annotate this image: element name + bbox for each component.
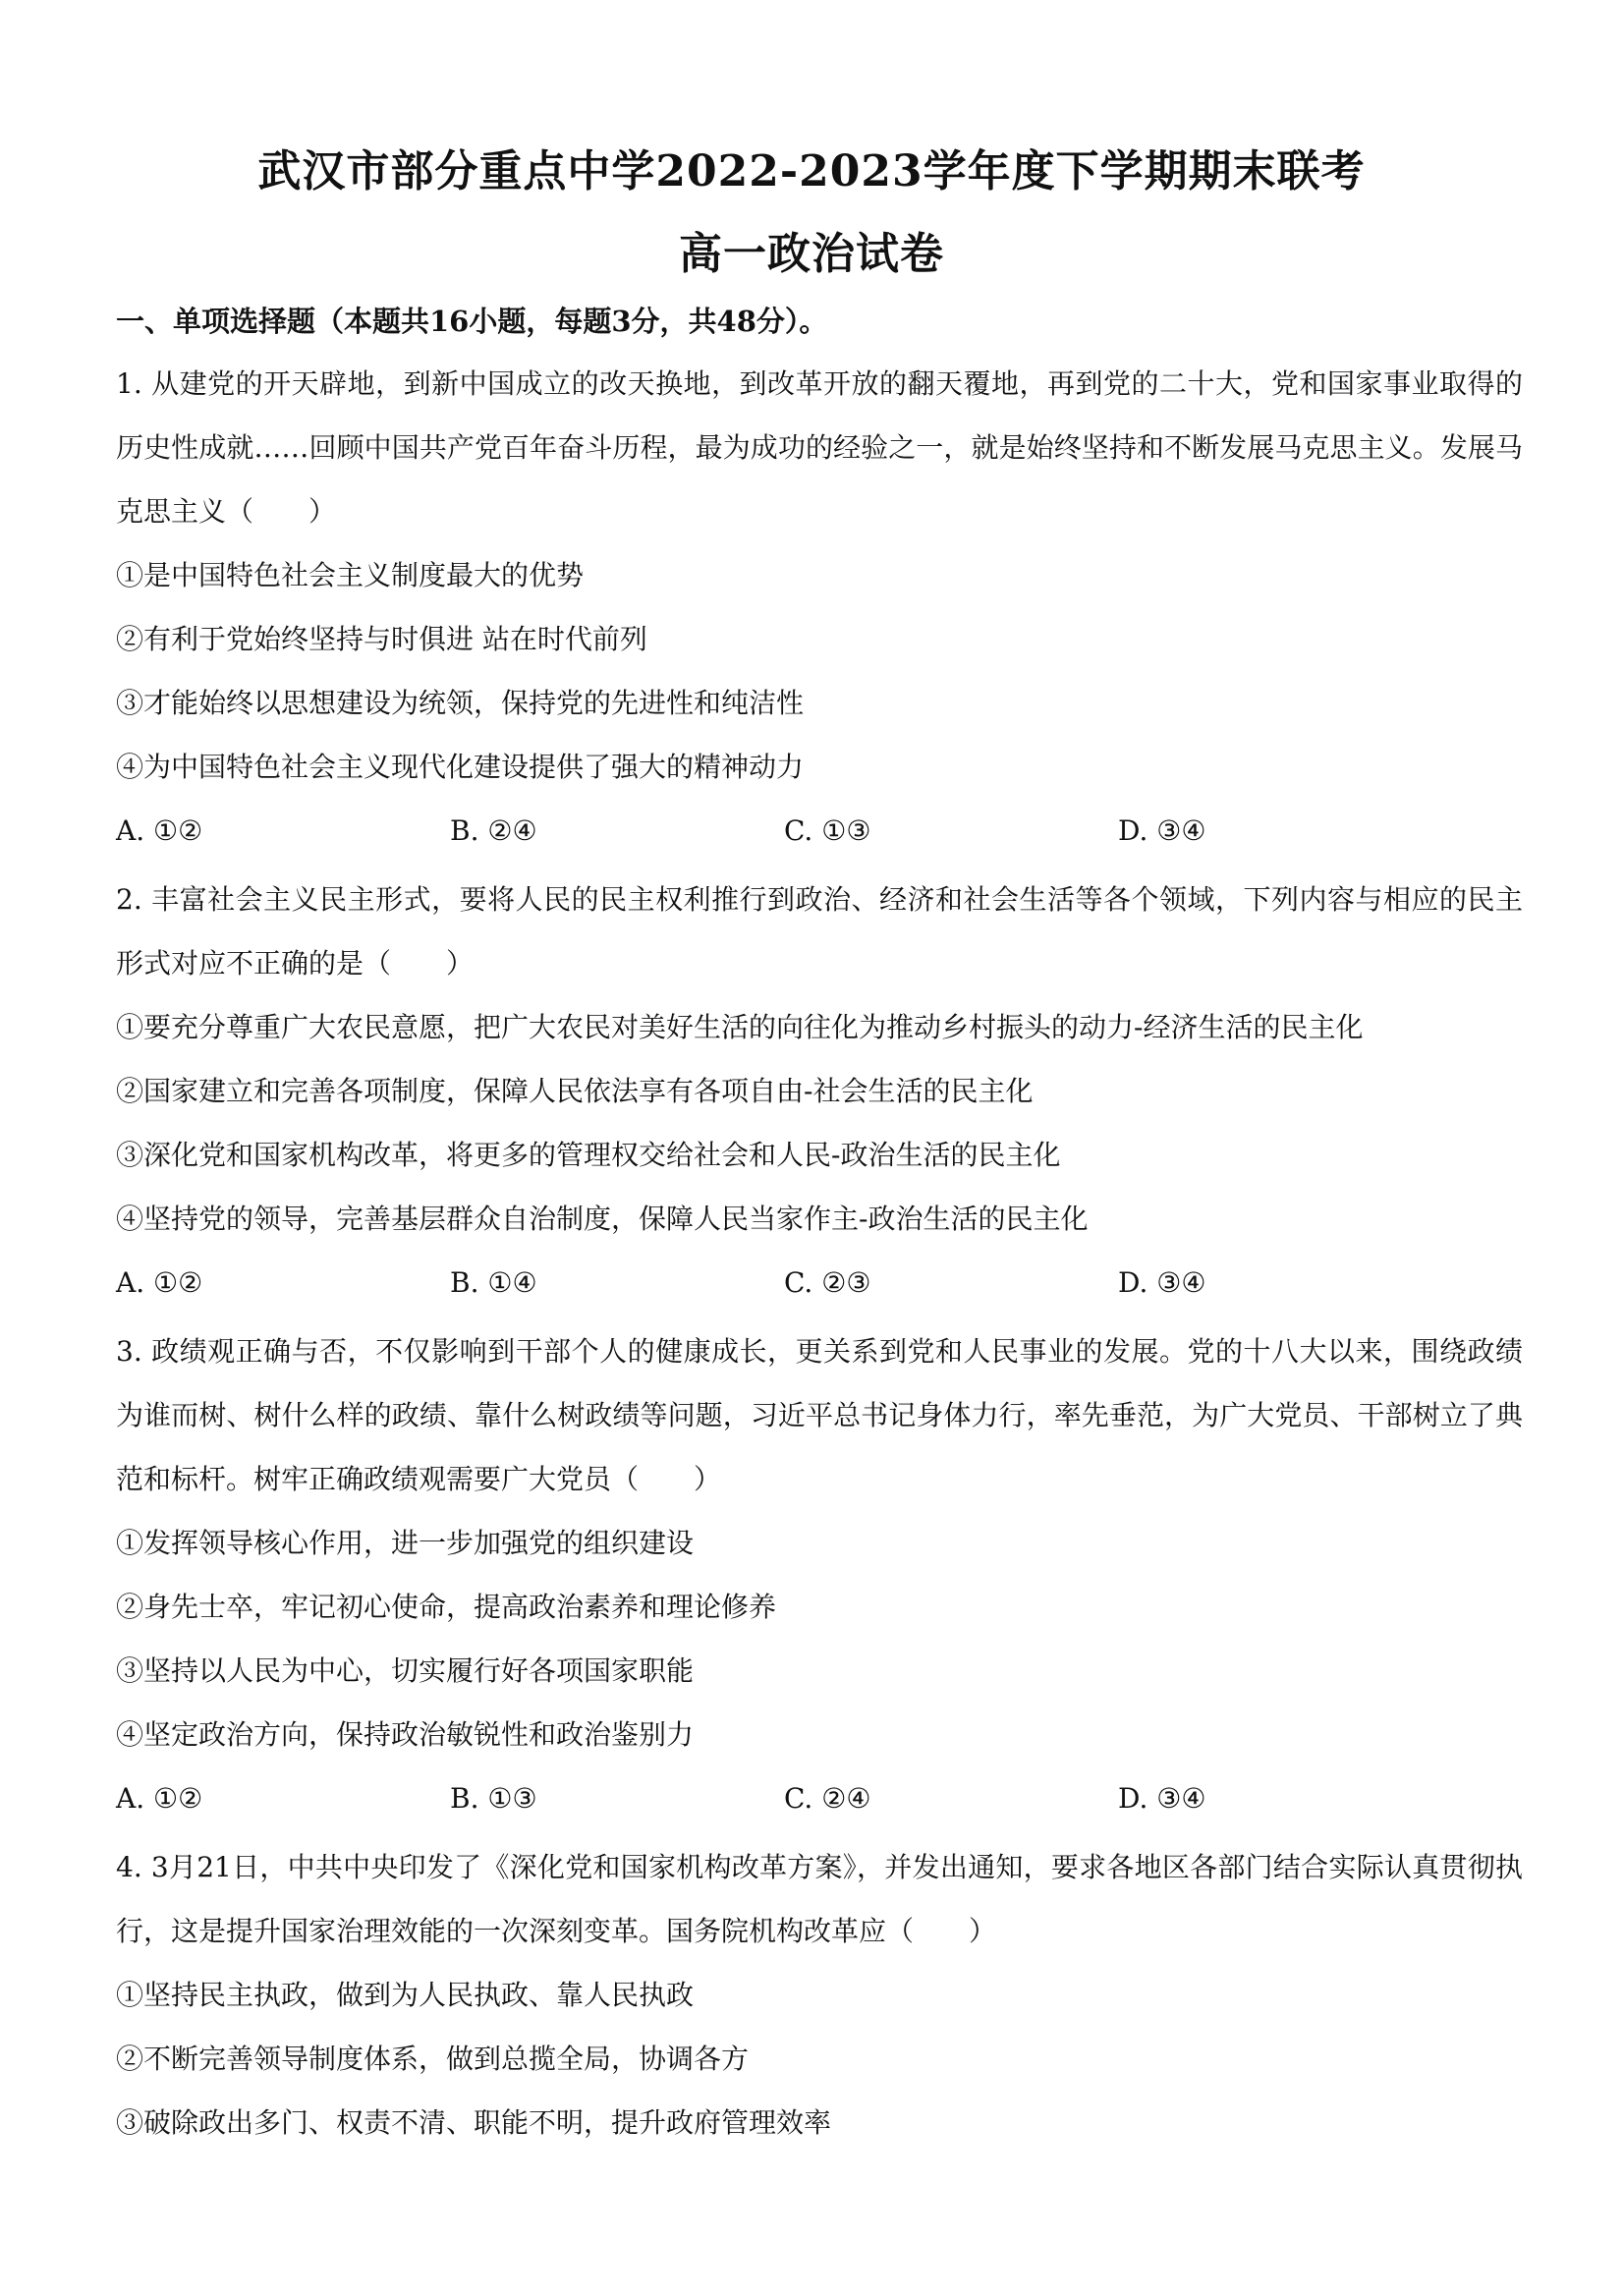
section-heading: 一、单项选择题（本题共16小题，每题3分，共48分）。 [116, 305, 828, 338]
statement-option: ③深化党和国家机构改革，将更多的管理权交给社会和人民-政治生活的民主化 [116, 1139, 1061, 1171]
question-stem: 4. 3月21日，中共中央印发了《深化党和国家机构改革方案》，并发出通知，要求各地区各部门结合实际认真贯彻执行，这是提升国家治理效能的一次深刻变革。国务院机构改革应（ ） [116, 1851, 1523, 1947]
question-1 [116, 352, 1523, 863]
statement-option: ④坚定政治方向，保持政治敏锐性和政治鉴别力 [116, 1718, 695, 1751]
statement-option: ②国家建立和完善各项制度，保障人民依法享有各项自由-社会生活的民主化 [116, 1075, 1034, 1107]
answer-choices [116, 1251, 1523, 1315]
choice-b: B. ①③ [450, 1782, 537, 1815]
statement-option: ①要充分尊重广大农民意愿，把广大农民对美好生活的向往化为推动乡村振头的动力-经济生活的民主化 [116, 1011, 1364, 1043]
statement-option: ④坚持党的领导，完善基层群众自治制度，保障人民当家作主-政治生活的民主化 [116, 1203, 1089, 1235]
statement-option: ②身先士卒，牢记初心使命，提高政治素养和理论修养 [116, 1591, 777, 1623]
question-3 [116, 1319, 1523, 1830]
choice-c: C. ②④ [784, 1782, 871, 1815]
answer-choices [116, 1766, 1523, 1830]
question-4 [116, 1835, 1523, 2155]
answer-choices [116, 799, 1523, 863]
statement-option: ①坚持民主执政，做到为人民执政、靠人民执政 [116, 1979, 695, 2011]
choice-c: C. ①③ [784, 814, 871, 847]
choice-d: D. ③④ [1118, 1266, 1206, 1299]
choice-a: A. ①② [116, 1782, 203, 1815]
question-stem: 3. 政绩观正确与否，不仅影响到干部个人的健康成长，更关系到党和人民事业的发展。党的十八大以来，围绕政绩为谁而树、树什么样的政绩、靠什么树政绩等问题，习近平总书记身体力行，率先垂范，为广大党员、干部树立了典范和标杆。树牢正确政绩观需要广大党员（ ） [116, 1335, 1523, 1495]
statement-option: ③破除政出多门、权责不清、职能不明，提升政府管理效率 [116, 2106, 832, 2139]
question-stem: 1. 从建党的开天辟地，到新中国成立的改天换地，到改革开放的翻天覆地，再到党的二十大，党和国家事业取得的历史性成就……回顾中国共产党百年奋斗历程，最为成功的经验之一，就是始终坚持和不断发展马克思主义。发展马克思主义（ ） [116, 367, 1523, 528]
choice-b: B. ②④ [450, 814, 537, 847]
question-2 [116, 868, 1523, 1315]
statement-option: ①发挥领导核心作用，进一步加强党的组织建设 [116, 1527, 695, 1559]
statement-option: ②有利于党始终坚持与时俱进 站在时代前列 [116, 623, 647, 655]
choice-a: A. ①② [116, 1266, 203, 1299]
choice-c: C. ②③ [784, 1266, 871, 1299]
statement-option: ②不断完善领导制度体系，做到总揽全局，协调各方 [116, 2043, 750, 2075]
statement-option: ①是中国特色社会主义制度最大的优势 [116, 559, 585, 591]
choice-a: A. ①② [116, 814, 203, 847]
statement-option: ③坚持以人民为中心，切实履行好各项国家职能 [116, 1654, 695, 1687]
choice-b: B. ①④ [450, 1266, 537, 1299]
choice-d: D. ③④ [1118, 1782, 1206, 1815]
statement-option: ④为中国特色社会主义现代化建设提供了强大的精神动力 [116, 751, 805, 783]
exam-title: 武汉市部分重点中学2022-2023学年度下学期期末联考 [257, 146, 1366, 196]
choice-d: D. ③④ [1118, 814, 1206, 847]
exam-subtitle: 高一政治试卷 [679, 229, 944, 279]
question-stem: 2. 丰富社会主义民主形式，要将人民的民主权利推行到政治、经济和社会生活等各个领域，下列内容与相应的民主形式对应不正确的是（ ） [116, 883, 1523, 980]
statement-option: ③才能始终以思想建设为统领，保持党的先进性和纯洁性 [116, 687, 805, 719]
